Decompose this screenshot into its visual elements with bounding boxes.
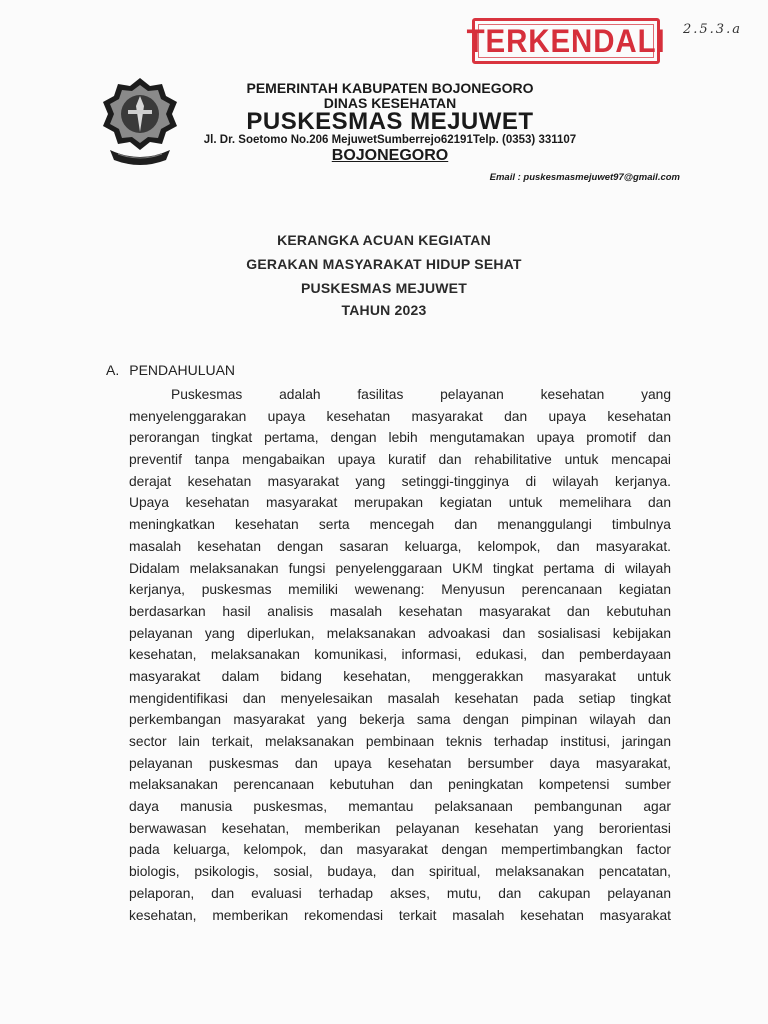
paragraph-line: sector lain terkait, melaksanakan pembinaan teknis terhadap institusi, jaringan (129, 734, 671, 749)
paragraph-line: meningkatkan kesehatan serta mencegah dan menanggulangi timbulnya (129, 517, 671, 533)
letterhead-department: DINAS KESEHATAN (323, 95, 457, 111)
paragraph-line: kesehatan, memberikan rekomendasi terkait masalah kesehatan masyarakat (129, 907, 671, 923)
document-title-line: KERANGKA ACUAN KEGIATAN (277, 232, 491, 248)
paragraph-line: Upaya kesehatan masyarakat merupakan kegiatan untuk memelihara dan (129, 495, 671, 511)
letterhead-address: Jl. Dr. Soetomo No.206 MejuwetSumberrejo62191Telp. (0353) 331107 (203, 134, 577, 146)
terkendali-stamp (466, 18, 666, 64)
letterhead-government: PEMERINTAH KABUPATEN BOJONEGORO (246, 80, 534, 96)
paragraph-line: derajat kesehatan masyarakat yang setinggi-tingginya di wilayah kerjanya. (129, 473, 671, 489)
paragraph-line: kerjanya, puskesmas memiliki wewenang: Menyusun perencanaan kegiatan (129, 582, 671, 598)
paragraph-line: berwawasan kesehatan, memberikan pelayanan kesehatan yang berorientasi (129, 820, 671, 836)
regency-emblem-icon (100, 76, 180, 168)
paragraph-line: perorangan tingkat pertama, dengan lebih mengutamakan upaya promotif dan (129, 430, 671, 446)
section-heading (106, 362, 245, 378)
section-letter: A. (106, 362, 120, 378)
paragraph-line: daya manusia puskesmas, memantau pelaksanaan pembangunan agar (129, 799, 671, 815)
paragraph-line: menyelenggarakan upaya kesehatan masyarakat dan upaya kesehatan (129, 408, 671, 424)
paragraph-line: pelayanan puskesmas dan upaya kesehatan bersumber daya masyarakat, (129, 755, 671, 771)
handwritten-note: 2.5.3.a (683, 22, 742, 37)
letterhead-institution: PUSKESMAS MEJUWET (246, 108, 534, 135)
document-title-line: TAHUN 2023 (341, 302, 427, 318)
document-title-line: GERAKAN MASYARAKAT HIDUP SEHAT (246, 256, 522, 272)
paragraph-line: pelaporan, dan evaluasi terhadap akses, mutu, dan cakupan pelayanan (129, 885, 671, 901)
paragraph-line: berdasarkan hasil analisis masalah kesehatan masyarakat dan kebutuhan (129, 603, 671, 619)
stamp-text: TERKENDALI (466, 23, 666, 59)
paragraph-line: melaksanakan perencanaan kebutuhan dan peningkatan kompetensi sumber (129, 777, 671, 793)
paragraph-line: preventif tanpa mengabaikan upaya kuratif dan rehabilitative untuk mencapai (129, 452, 671, 468)
section-title: PENDAHULUAN (129, 362, 236, 378)
paragraph-line: perkembangan masyarakat yang bekerja sama dengan pimpinan wilayah dan (129, 712, 671, 728)
paragraph-line: kesehatan, melaksanakan komunikasi, informasi, edukasi, dan pemberdayaan (129, 647, 671, 663)
letterhead-city-wrap (200, 147, 580, 165)
paragraph-line: pada keluarga, kelompok, dan masyarakat dengan mempertimbangkan factor (129, 842, 671, 858)
paragraph-line: masyarakat dalam bidang kesehatan, menggerakkan masyarakat untuk (129, 668, 671, 684)
paragraph-line: pelayanan yang diperlukan, melaksanakan advoakasi dan sosialisasi kebijakan (129, 625, 671, 641)
letterhead-city: BOJONEGORO (331, 147, 449, 164)
paragraph-line: Didalam melaksanakan fungsi penyelenggaraan UKM tingkat pertama di wilayah (129, 560, 671, 576)
letterhead-email: Email : puskesmasmejuwet97@gmail.com (489, 172, 680, 183)
paragraph-line: Puskesmas adalah fasilitas pelayanan kesehatan yang (171, 387, 671, 402)
document-title-line: PUSKESMAS MEJUWET (301, 280, 467, 296)
paragraph-line: mengidentifikasi dan menyelesaikan masalah kesehatan pada setiap tingkat (129, 690, 671, 706)
paragraph-line: biologis, psikologis, sosial, budaya, dan spiritual, melaksanakan pencatatan, (129, 864, 671, 880)
introduction-paragraph (129, 384, 671, 926)
paragraph-line: masalah kesehatan dengan sasaran keluarga, kelompok, dan masyarakat. (129, 538, 671, 554)
